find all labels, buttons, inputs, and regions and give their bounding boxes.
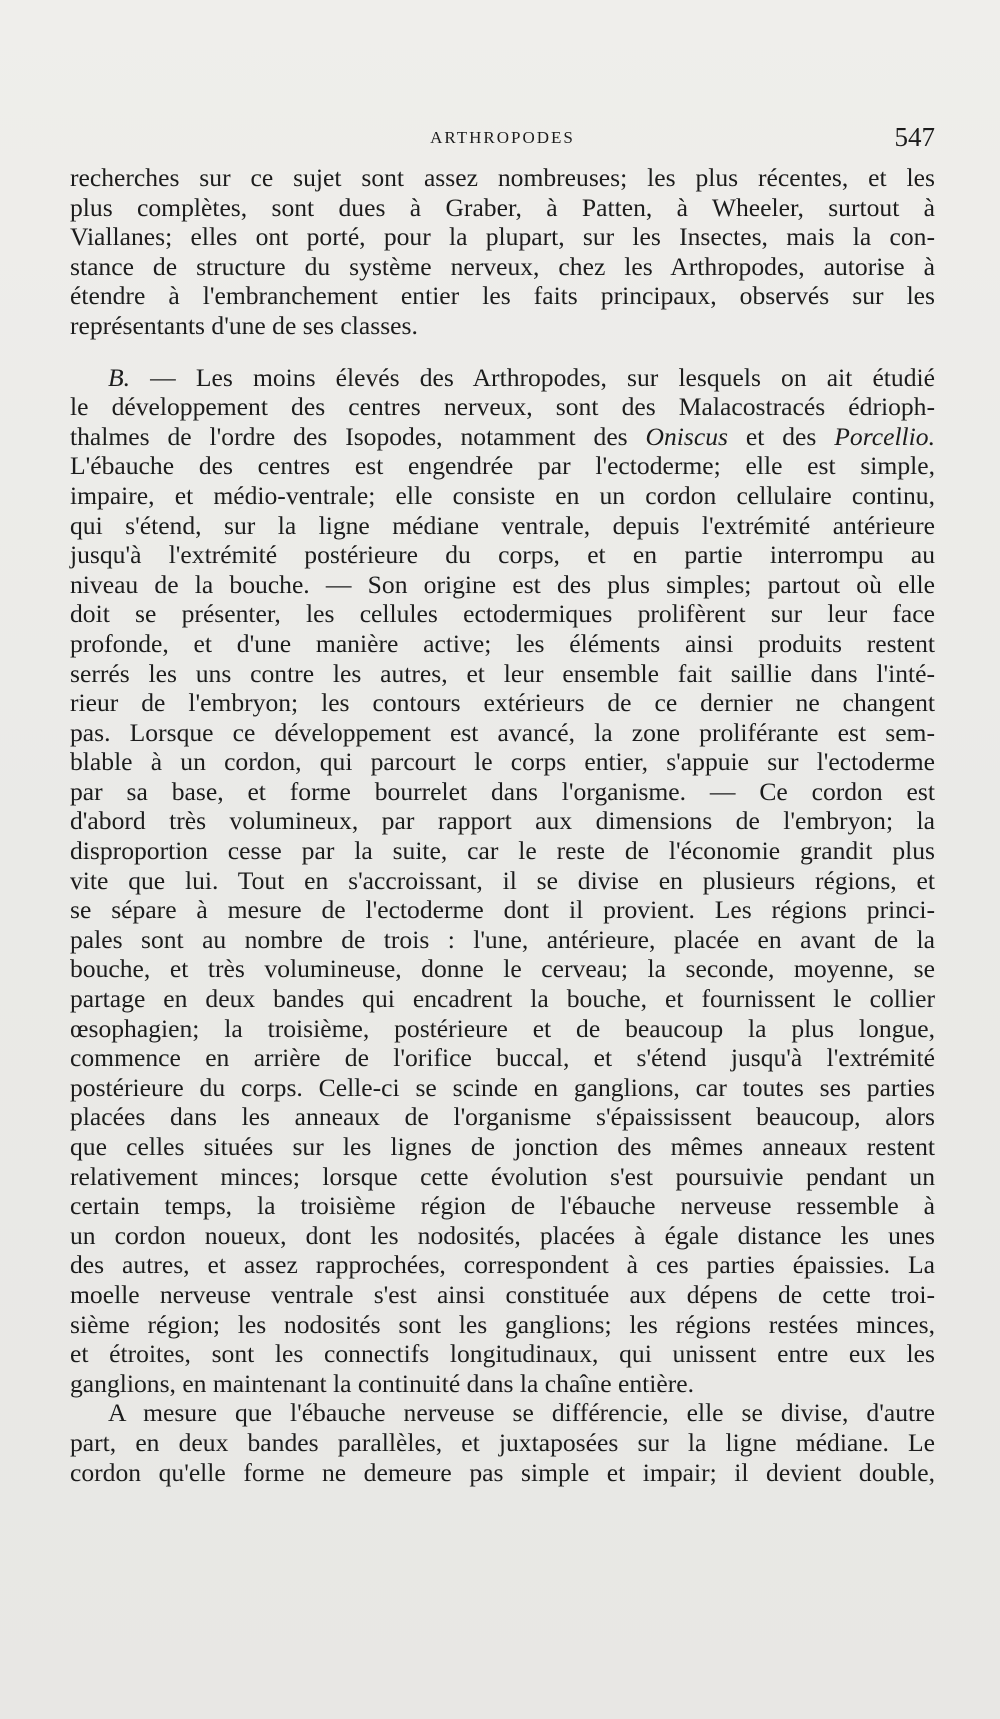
text-line: commence en arrière de l'orifice buccal, et s'étend jusqu'à l'extrémité (70, 1043, 935, 1073)
text-line: L'ébauche des centres est engendrée par l'ectoderme; elle est simple, (70, 451, 935, 481)
text-line: certain temps, la troisième région de l'ébauche nerveuse ressemble à (70, 1191, 935, 1221)
text-line: impaire, et médio-ventrale; elle consiste en un cordon cellulaire continu, (70, 480, 935, 510)
italic-term: Porcellio. (834, 421, 935, 451)
text-line: jusqu'à l'extrémité postérieure du corps, et en partie interrompu au (70, 540, 935, 570)
text-line: recherches sur ce sujet sont assez nombreuses; les plus récentes, et les (70, 163, 935, 192)
text-line: rieur de l'embryon; les contours extérieurs de ce dernier ne changent (70, 688, 935, 718)
text-line: un cordon noueux, dont les nodosités, placées à égale distance les unes (70, 1220, 935, 1250)
text-line: blable à un cordon, qui parcourt le corps entier, s'appuie sur l'ectoderme (70, 747, 935, 777)
text-line: thalmes de l'ordre des Isopodes, notamment des Oniscus et des Porcellio. (70, 421, 935, 451)
text-line: plus complètes, sont dues à Graber, à Patten, à Wheeler, surtout à (70, 192, 935, 222)
text-line: A mesure que l'ébauche nerveuse se différencie, elle se divise, d'autre (108, 1398, 935, 1428)
text-line: pas. Lorsque ce développement est avancé, la zone proliférante est sem- (70, 717, 935, 747)
text-line: le développement des centres nerveux, sont des Malacostracés édrioph- (70, 392, 935, 422)
text-line: doit se présenter, les cellules ectodermiques prolifèrent sur leur face (70, 599, 935, 629)
paragraph-gap (70, 341, 935, 363)
text-line: des autres, et assez rapprochées, correspondent à ces parties épaissies. La (70, 1250, 935, 1280)
text-line: représentants d'une de ses classes. (70, 310, 418, 340)
italic-term: Oniscus (645, 421, 728, 451)
text-line: qui s'étend, sur la ligne médiane ventrale, depuis l'extrémité antérieure (70, 510, 935, 540)
text-line: que celles situées sur les lignes de jonction des mêmes anneaux restent (70, 1132, 935, 1161)
text-line: pales sont au nombre de trois : l'une, antérieure, placée en avant de la (70, 924, 935, 954)
text-line: serrés les uns contre les autres, et leur ensemble fait saillie dans l'inté- (70, 658, 935, 688)
text-line: sième région; les nodosités sont les ganglions; les régions restées minces, (70, 1309, 935, 1339)
text-line: postérieure du corps. Celle-ci se scinde en ganglions, car toutes ses parties (70, 1072, 935, 1102)
text-line: disproportion cesse par la suite, car le reste de l'économie grandit plus (70, 836, 935, 866)
page-header (70, 122, 935, 154)
text-line: ganglions, en maintenant la continuité dans la chaîne entière. (70, 1368, 694, 1398)
running-head: ARTHROPODES (430, 128, 575, 147)
paragraph-2 (70, 363, 935, 1399)
text-line: étendre à l'embranchement entier les faits principaux, observés sur les (70, 281, 935, 311)
text-line: cordon qu'elle forme ne demeure pas simple et impair; il devient double, (70, 1457, 935, 1487)
text-line: partage en deux bandes qui encadrent la bouche, et fournissent le collier (70, 984, 935, 1014)
text-line: part, en deux bandes parallèles, et juxtaposées sur la ligne médiane. Le (70, 1427, 935, 1457)
text-line: B. — Les moins élevés des Arthropodes, sur lesquels on ait étudié (108, 362, 935, 392)
text-line: stance de structure du système nerveux, chez les Arthropodes, autorise à (70, 251, 935, 281)
text-line: Viallanes; elles ont porté, pour la plupart, sur les Insectes, mais la con- (70, 222, 935, 252)
text-line: par sa base, et forme bourrelet dans l'organisme. — Ce cordon est (70, 776, 935, 806)
text-line: se sépare à mesure de l'ectoderme dont il provient. Les régions princi- (70, 895, 935, 925)
body-text (70, 163, 935, 1487)
paragraph-1 (70, 163, 935, 341)
text-line: relativement minces; lorsque cette évolution s'est poursuivie pendant un (70, 1161, 935, 1191)
text-line: vite que lui. Tout en s'accroissant, il se divise en plusieurs régions, et (70, 865, 935, 895)
text-line: niveau de la bouche. — Son origine est des plus simples; partout où elle (70, 569, 935, 599)
text-line: d'abord très volumineux, par rapport aux dimensions de l'embryon; la (70, 806, 935, 836)
text-line: œsophagien; la troisième, postérieure et de beaucoup la plus longue, (70, 1013, 935, 1043)
italic-term: B. (108, 362, 131, 392)
text-line: moelle nerveuse ventrale s'est ainsi constituée aux dépens de cette troi- (70, 1279, 935, 1309)
text-line: profonde, et d'une manière active; les éléments ainsi produits restent (70, 628, 935, 658)
paragraph-3 (70, 1398, 935, 1487)
text-line: placées dans les anneaux de l'organisme s'épaississent beaucoup, alors (70, 1102, 935, 1132)
page-number: 547 (894, 122, 935, 152)
text-line: bouche, et très volumineuse, donne le cerveau; la seconde, moyenne, se (70, 954, 935, 984)
text-line: et étroites, sont les connectifs longitudinaux, qui unissent entre eux les (70, 1339, 935, 1369)
